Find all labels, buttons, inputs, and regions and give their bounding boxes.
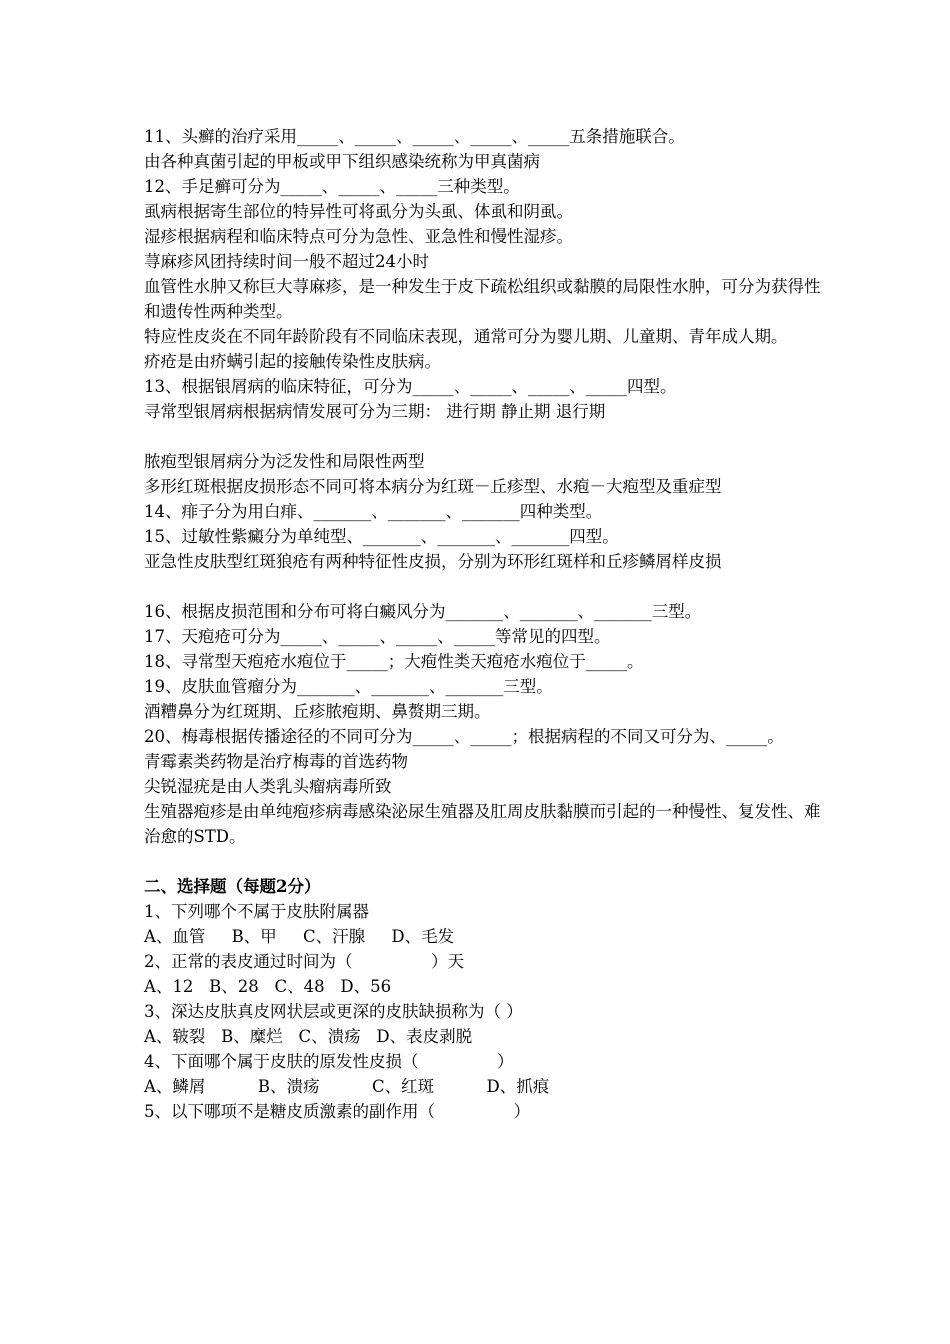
text-line: 酒糟鼻分为红斑期、丘疹脓疱期、鼻赘期三期。: [144, 702, 491, 721]
text-line: A、鳞屑 B、溃疡 C、红斑 D、抓痕: [144, 1077, 550, 1096]
text-line: 16、根据皮损范围和分布可将白癜风分为_______、_______、_______三型。: [144, 602, 702, 621]
text-line: 血管性水肿又称巨大荨麻疹，是一种发生于皮下疏松组织或黏膜的局限性水肿，可分为获得性和遗传性两种类型。: [144, 277, 821, 321]
text-line: 18、寻常型天疱疮水疱位于_____；大疱性类天疱疮水疱位于_____。: [144, 652, 644, 671]
blank-line: [144, 574, 834, 599]
section-heading: 二、选择题（每题2分）: [144, 877, 321, 896]
text-line: 13、根据银屑病的临床特征，可分为_____、_____、_____、_____四型。: [144, 377, 677, 396]
blank-line: [144, 849, 834, 874]
text-line: 亚急性皮肤型红斑狼疮有两种特征性皮损，分别为环形红斑样和丘疹鳞屑样皮损: [144, 552, 722, 571]
text-line: 15、过敏性紫癜分为单纯型、_______、_______、_______四型。: [144, 527, 619, 546]
text-line: 虱病根据寄生部位的特异性可将虱分为头虱、体虱和阴虱。: [144, 202, 573, 221]
text-line: 由各种真菌引起的甲板或甲下组织感染统称为甲真菌病: [144, 152, 540, 171]
text-line: 疥疮是由疥螨引起的接触传染性皮肤病。: [144, 352, 441, 371]
text-line: A、12 B、28 C、48 D、56: [144, 977, 392, 996]
text-line: 尖锐湿疣是由人类乳头瘤病毒所致: [144, 777, 392, 796]
text-line: 青霉素类药物是治疗梅毒的首选药物: [144, 752, 408, 771]
blank-line: [144, 424, 834, 449]
document-content: [144, 124, 834, 1124]
text-line: 寻常型银屑病根据病情发展可分为三期： 进行期 静止期 退行期: [144, 402, 606, 421]
text-line: 20、梅毒根据传播途径的不同可分为_____、_____；根据病程的不同又可分为、_____。: [144, 727, 784, 746]
text-line: 1、下列哪个不属于皮肤附属器: [144, 902, 369, 921]
text-line: 11、头癣的治疗采用_____、_____、_____、_____、_____五条措施联合。: [144, 127, 685, 146]
text-line: A、血管 B、甲 C、汗腺 D、毛发: [144, 927, 455, 946]
text-line: 3、深达皮肤真皮网状层或更深的皮肤缺损称为（ ）: [144, 1002, 523, 1021]
text-line: 荨麻疹风团持续时间一般不超过24小时: [144, 252, 429, 271]
text-line: 生殖器疱疹是由单纯疱疹病毒感染泌尿生殖器及肛周皮肤黏膜而引起的一种慢性、复发性、难治愈的STD。: [144, 802, 821, 846]
text-line: 12、手足癣可分为_____、_____、_____三种类型。: [144, 177, 520, 196]
text-line: 脓疱型银屑病分为泛发性和局限性两型: [144, 452, 425, 471]
text-line: 17、天疱疮可分为_____、_____、_____、_____等常见的四型。: [144, 627, 611, 646]
text-line: 多形红斑根据皮损形态不同可将本病分为红斑－丘疹型、水疱－大疱型及重症型: [144, 477, 722, 496]
text-line: A、皲裂 B、糜烂 C、溃疡 D、表皮剥脱: [144, 1027, 473, 1046]
text-line: 14、痱子分为用白痱、_______、_______、_______四种类型。: [144, 502, 603, 521]
text-line: 4、下面哪个属于皮肤的原发性皮损（ ）: [144, 1052, 514, 1071]
text-line: 5、以下哪项不是糖皮质激素的副作用（ ）: [144, 1102, 531, 1121]
text-line: 19、皮肤血管瘤分为_______、_______、_______三型。: [144, 677, 553, 696]
text-line: 湿疹根据病程和临床特点可分为急性、亚急性和慢性湿疹。: [144, 227, 573, 246]
text-line: 特应性皮炎在不同年龄阶段有不同临床表现，通常可分为婴儿期、儿童期、青年成人期。: [144, 327, 788, 346]
text-line: 2、正常的表皮通过时间为（ ）天: [144, 952, 465, 971]
